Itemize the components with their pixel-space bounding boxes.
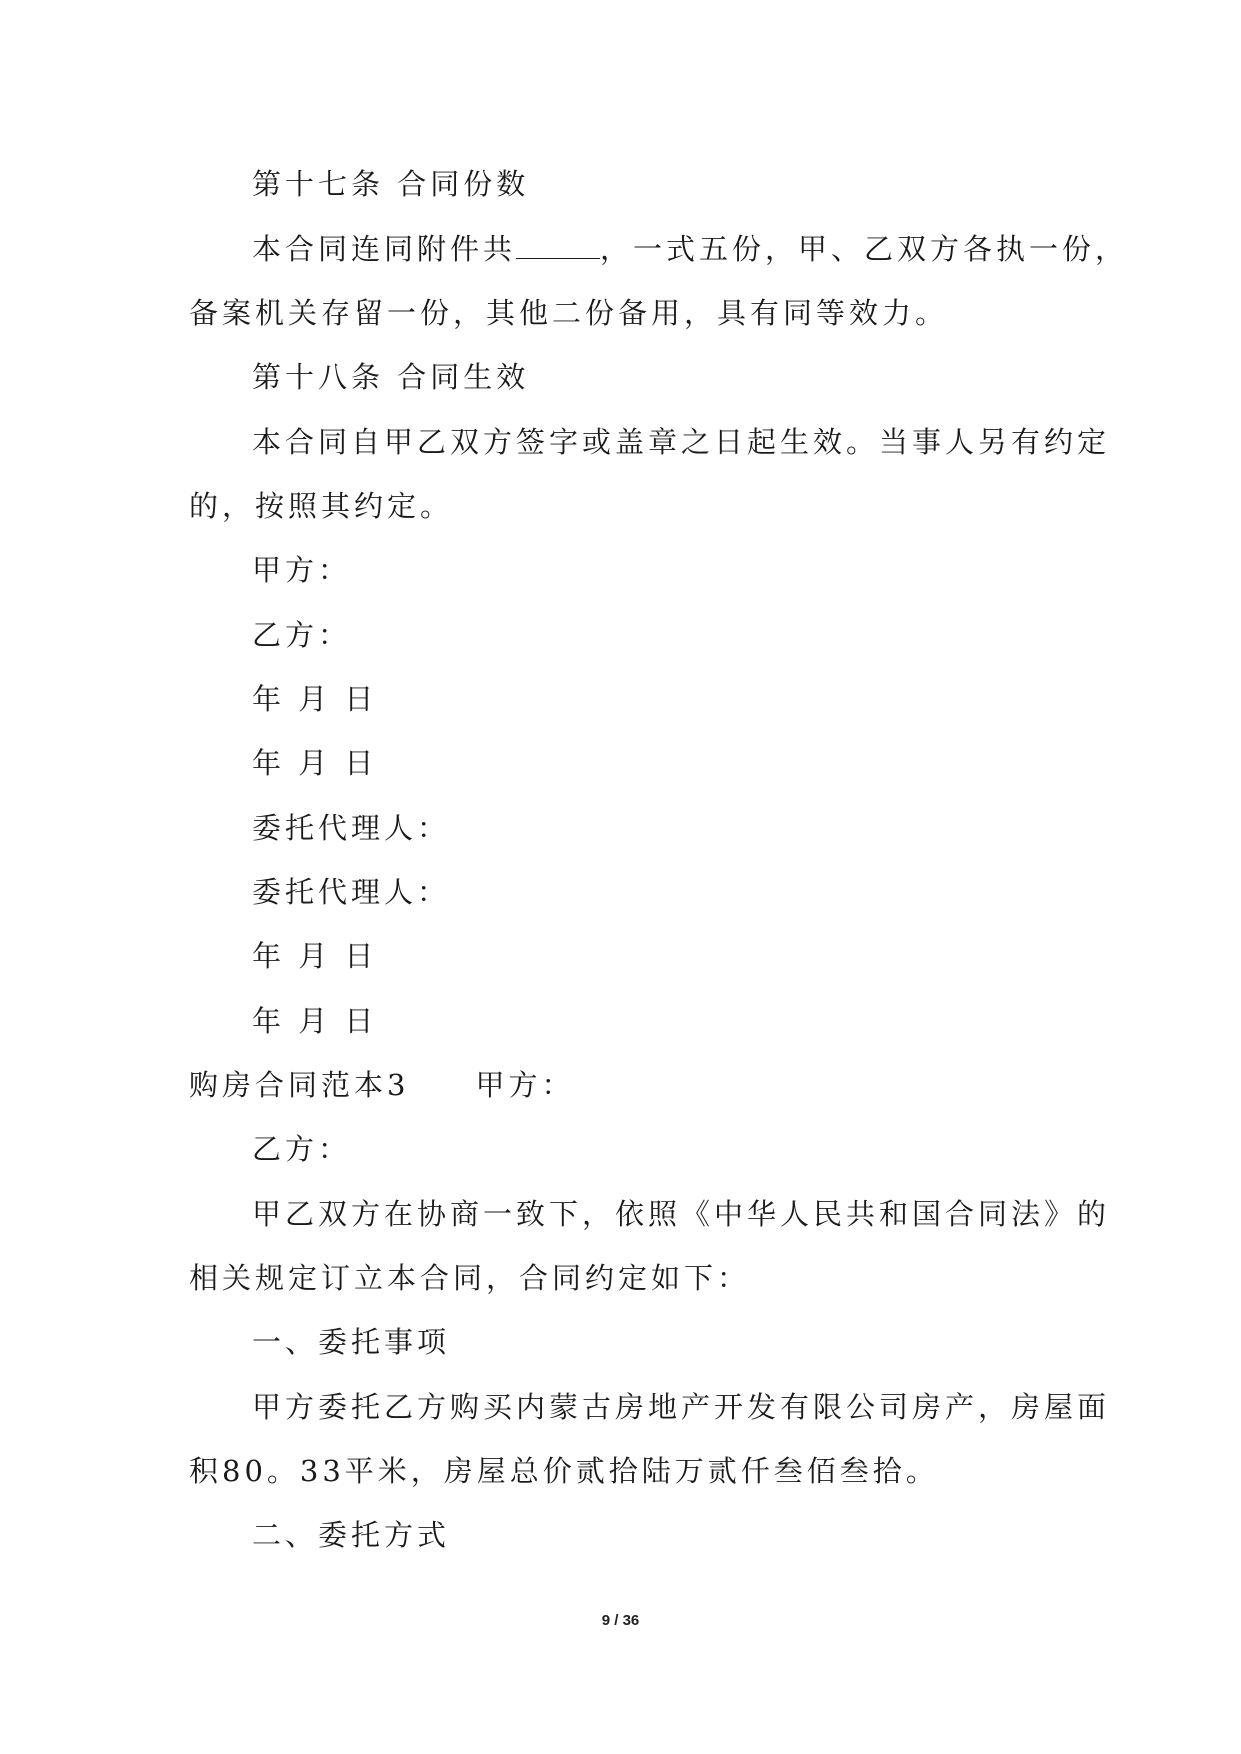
preamble-line-2: 相关规定订立本合同，合同约定如下： [189,1261,751,1295]
date-line: 年 月 日 [252,682,378,716]
agent-label: 委托代理人： [252,811,451,845]
text-fragment: 本合同连同附件共 [252,232,517,266]
article-18-text-line-2: 的，按照其约定。 [189,489,454,523]
page-number: 9 / 36 [601,1612,640,1629]
date-line: 年 月 日 [252,939,378,973]
section-2-heading: 二、委托方式 [252,1518,451,1552]
date-line: 年 月 日 [252,746,378,780]
article-17-heading: 第十七条 合同份数 [252,167,530,201]
party-a-label: 甲方： [475,1068,575,1102]
template-title-line [189,1067,574,1103]
party-b-label: 乙方： [252,618,352,652]
article-17-text-line-2: 备案机关存留一份，其他二份备用，具有同等效力。 [189,296,949,330]
preamble-line-1: 甲乙双方在协商一致下，依照《中华人民共和国合同法》的 [252,1197,1111,1231]
agent-label: 委托代理人： [252,875,451,909]
section-1-heading: 一、委托事项 [252,1325,451,1359]
text-fragment: ，一式五份，甲、乙双方各执一份， [600,232,1129,266]
date-line: 年 月 日 [252,1004,378,1038]
section-1-text-line-2: 积80。33平米，房屋总价贰拾陆万贰仟叁佰叁拾。 [189,1454,939,1488]
party-a-label: 甲方： [252,553,352,587]
article-18-heading: 第十八条 合同生效 [252,360,530,394]
article-18-text-line-1: 本合同自甲乙双方签字或盖章之日起生效。当事人另有约定 [252,425,1111,459]
article-17-text-line-1 [252,231,1128,267]
template-title: 购房合同范本3 [189,1068,410,1102]
fill-in-blank [516,234,600,259]
section-1-text-line-1: 甲方委托乙方购买内蒙古房地产开发有限公司房产，房屋面 [252,1390,1111,1424]
party-b-label: 乙方： [252,1132,352,1166]
